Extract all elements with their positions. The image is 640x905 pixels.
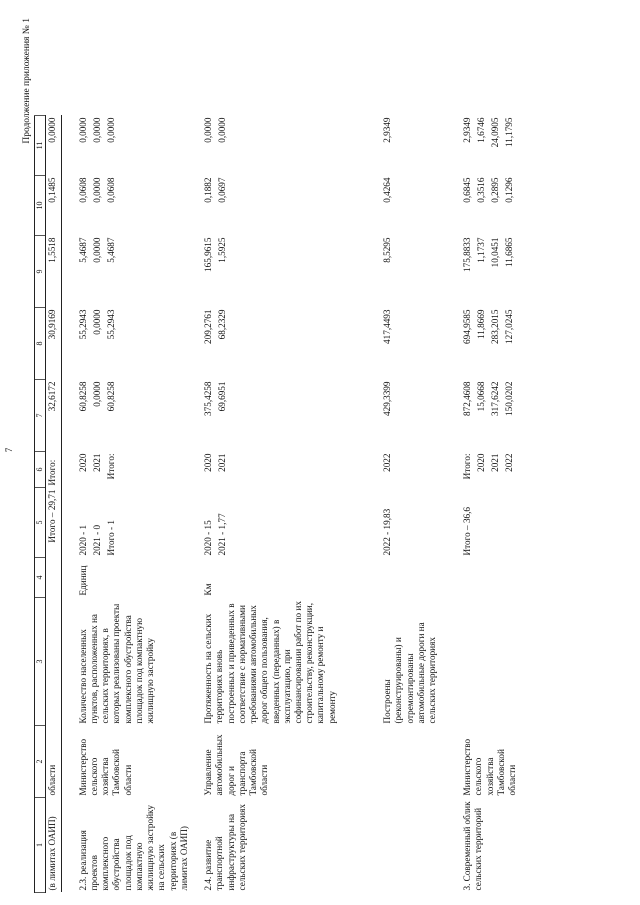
cell-text: 2021 - 1,77 (217, 513, 228, 556)
cell-value: 694,9585 (462, 309, 473, 344)
cell-value: 0,0000 (91, 177, 102, 203)
cell-text: 3. Современный облик сельских территорий (462, 801, 484, 891)
cell-value: 10,0451 (490, 237, 501, 268)
cell-value: 0,4264 (382, 177, 393, 203)
cell-value: 175,8833 (462, 237, 473, 272)
column-number: 10 (35, 176, 46, 236)
column-number-row (35, 116, 46, 893)
cell-value: 11,1795 (504, 117, 515, 148)
column-number: 11 (35, 116, 46, 176)
cell-value: 2,9349 (382, 117, 393, 143)
column-number: 8 (35, 308, 46, 380)
cell-value: 11,6865 (504, 237, 515, 268)
cell-text: 2020 - 15 (203, 520, 214, 556)
cell-value: 2,9349 (462, 117, 473, 143)
cell-value: 1,5925 (217, 237, 228, 263)
continuation-label: Продолжение приложения № 1 (22, 18, 32, 144)
cell-text: Управление автомобильных дорог и транспорта Тамбовской области (203, 734, 270, 796)
cell-text: Построены (реконструированы) и отремонтированы автомобильные дороги на сельских территориях (382, 622, 438, 724)
cell-value: 0,2895 (490, 177, 501, 203)
cell-text: Единиц (77, 565, 88, 596)
cell-value: 0,0000 (91, 237, 102, 263)
cell-value: 15,0668 (476, 381, 487, 412)
column-number: 4 (35, 558, 46, 598)
cell-value: 5,4687 (77, 237, 88, 263)
cell-value: 32,6172 (45, 380, 61, 452)
cell-text: 2021 (91, 453, 102, 472)
cell-text: Итого: (45, 452, 61, 488)
cell-value: 375,4258 (203, 381, 214, 416)
cell-text: 2022 (382, 453, 393, 472)
cell-text: 2021 - 0 (91, 524, 102, 556)
cell-value: 55,2943 (105, 309, 116, 340)
column-number: 2 (35, 726, 46, 798)
cell-value: 283,2015 (490, 309, 501, 344)
cell-text: Министерство сельского хозяйства Тамбовской области (77, 738, 133, 796)
cell-value: 60,8258 (105, 381, 116, 412)
cell-value: 5,4687 (105, 237, 116, 263)
cell-value: 0,1485 (45, 176, 61, 236)
column-number: 6 (35, 452, 46, 488)
cell-value: 429,3399 (382, 381, 393, 416)
cell-value: 11,8669 (476, 309, 487, 340)
cell-text: 2020 - 1 (77, 524, 88, 556)
cell-value: 55,2943 (77, 309, 88, 340)
cell-text: 2021 (217, 453, 228, 472)
cell-text: Протяженность на сельских территориях вновь построенных и приведенных в соответствие с нормативными требованиями автомобильных дорог общего пользования, введенных (переданных) в эксплуатацию, при софинансировании работ по их строительству, реконструкции, капитальному ремонту и ремонту (203, 601, 337, 724)
cell-value: 69,6951 (217, 381, 228, 412)
cell-text: Км (203, 583, 214, 596)
cell-text: 2020 (203, 453, 214, 472)
cell-value: 0,0697 (217, 177, 228, 203)
cell-value: 0,1882 (203, 177, 214, 203)
cell-value: 30,9169 (45, 308, 61, 380)
column-number: 3 (35, 598, 46, 726)
cell-value: 0,0000 (45, 116, 61, 176)
cell-text: 2.3. реализация проектов комплексного обустройства площадок под компактную жилищную застройку на сельских территориях (в лимитах ОАИП) (77, 805, 189, 891)
cell-value: 872,4608 (462, 381, 473, 416)
cell-value: 1,1737 (476, 237, 487, 263)
cell-value: 1,5518 (45, 236, 61, 308)
table-row (61, 116, 193, 893)
column-number: 5 (35, 488, 46, 558)
cell-text: Министерство сельского хозяйства Тамбовской области (462, 738, 518, 796)
cell-value: 0,0000 (77, 117, 88, 143)
cell-value: 68,2329 (217, 309, 228, 340)
cell-value: 0,1296 (504, 177, 515, 203)
cell-value: 127,0245 (504, 309, 515, 344)
cell-value: 0,0608 (77, 177, 88, 203)
cell-text: 2020 (476, 453, 487, 472)
cell-value: 0,6845 (462, 177, 473, 203)
cell-value: 209,2761 (203, 309, 214, 344)
table-row (461, 116, 541, 893)
cell-text: Итого: (105, 453, 116, 480)
column-number: 9 (35, 236, 46, 308)
cell-value: 0,0000 (217, 117, 228, 143)
cell-text: (в лимитах ОАИП) (45, 798, 61, 893)
cell-value: 417,4493 (382, 309, 393, 344)
cell-text: Итого - 1 (105, 519, 116, 556)
cell-value: 150,0202 (504, 381, 515, 416)
cell-value: 0,0000 (91, 309, 102, 335)
cell-value: 24,0905 (490, 117, 501, 148)
cell-text: Итого – 29,71 (45, 488, 61, 558)
cell-text: области (45, 726, 61, 798)
cell-text: Количество населенных пунктов, расположенных на сельских территориях, в которых реализованы проекты комплексного обустройства площадок под компактную жилищную застройку (77, 603, 156, 724)
cell-value: 0,3516 (476, 177, 487, 203)
budget-table (34, 115, 541, 893)
cell-text: 2022 (504, 453, 515, 472)
cell-text: Итого: (462, 453, 473, 480)
cell-value: 0,0000 (203, 117, 214, 143)
cell-text: 2022 - 19,83 (382, 508, 393, 556)
cell-value: 0,0000 (91, 117, 102, 143)
table-row (193, 116, 381, 893)
cell-value: 0,0608 (105, 177, 116, 203)
cell-value: 8,5295 (382, 237, 393, 263)
table-row (45, 116, 61, 893)
cell-text: 2.4. развитие транспортной инфраструктуры на сельских территориях (203, 804, 247, 891)
cell-value: 0,0000 (105, 117, 116, 143)
cell-value: 165,9615 (203, 237, 214, 272)
cell-text: 2020 (77, 453, 88, 472)
page-number: 7 (4, 447, 14, 453)
cell-value: 0,0000 (91, 381, 102, 407)
column-number: 1 (35, 798, 46, 893)
cell-text: Итого – 36,6 (462, 506, 473, 556)
cell-text: 2021 (490, 453, 501, 472)
column-number: 7 (35, 380, 46, 452)
cell-value: 317,6242 (490, 381, 501, 416)
cell-value: 1,6746 (476, 117, 487, 143)
cell-value: 60,8258 (77, 381, 88, 412)
